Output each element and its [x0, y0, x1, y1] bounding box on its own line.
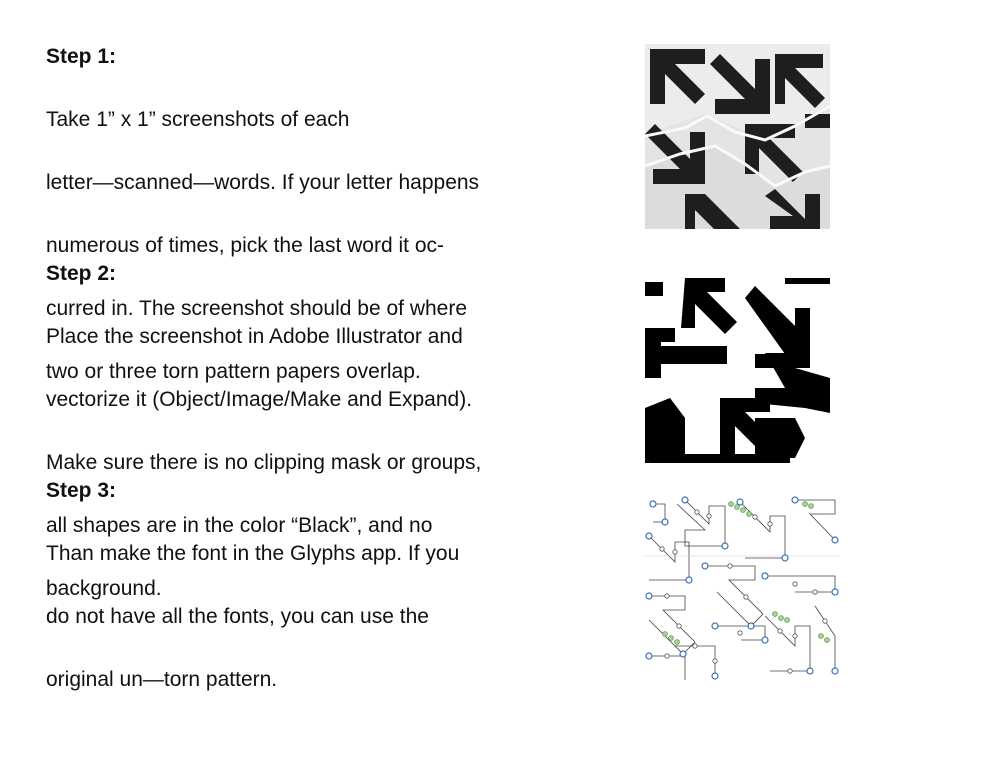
- step-2-line: vectorize it (Object/Image/Make and Expand).: [46, 387, 473, 411]
- torn-arrow-pattern-photo-icon: [645, 44, 830, 229]
- bezier-node-outline-icon: [645, 496, 840, 681]
- step-3-line: do not have all the fonts, you can use the: [46, 604, 429, 628]
- step-1-title: Step 1:: [46, 45, 117, 68]
- step-1-line: curred in. The screenshot should be of where: [46, 297, 468, 321]
- step-3-text: [46, 506, 546, 696]
- step-3-title: Step 3:: [46, 479, 117, 502]
- step-2-line: Place the screenshot in Adobe Illustrator and: [46, 324, 463, 348]
- black-arrow-vector-icon: [645, 278, 830, 463]
- vectorized-pattern-image: [645, 278, 830, 463]
- step-3-line: original un—torn pattern.: [46, 667, 278, 691]
- step-2-line: background.: [46, 577, 162, 601]
- step-3-section: [46, 476, 546, 696]
- step-1-line: Take 1” x 1” screenshots of each: [46, 107, 350, 131]
- step-1-line: two or three torn pattern papers overlap.: [46, 360, 421, 384]
- step-2-line: Make sure there is no clipping mask or groups,: [46, 450, 482, 474]
- step-1-line: numerous of times, pick the last word it oc-: [46, 233, 444, 257]
- step-1-line: letter—scanned—words. If your letter happens: [46, 170, 480, 194]
- step-2-line: all shapes are in the color “Black”, and no: [46, 514, 433, 538]
- step-2-title: Step 2:: [46, 262, 117, 285]
- glyph-outline-nodes-image: [645, 496, 840, 681]
- scanned-torn-pattern-image: [645, 44, 830, 229]
- step-3-line: Than make the font in the Glyphs app. If you: [46, 541, 460, 565]
